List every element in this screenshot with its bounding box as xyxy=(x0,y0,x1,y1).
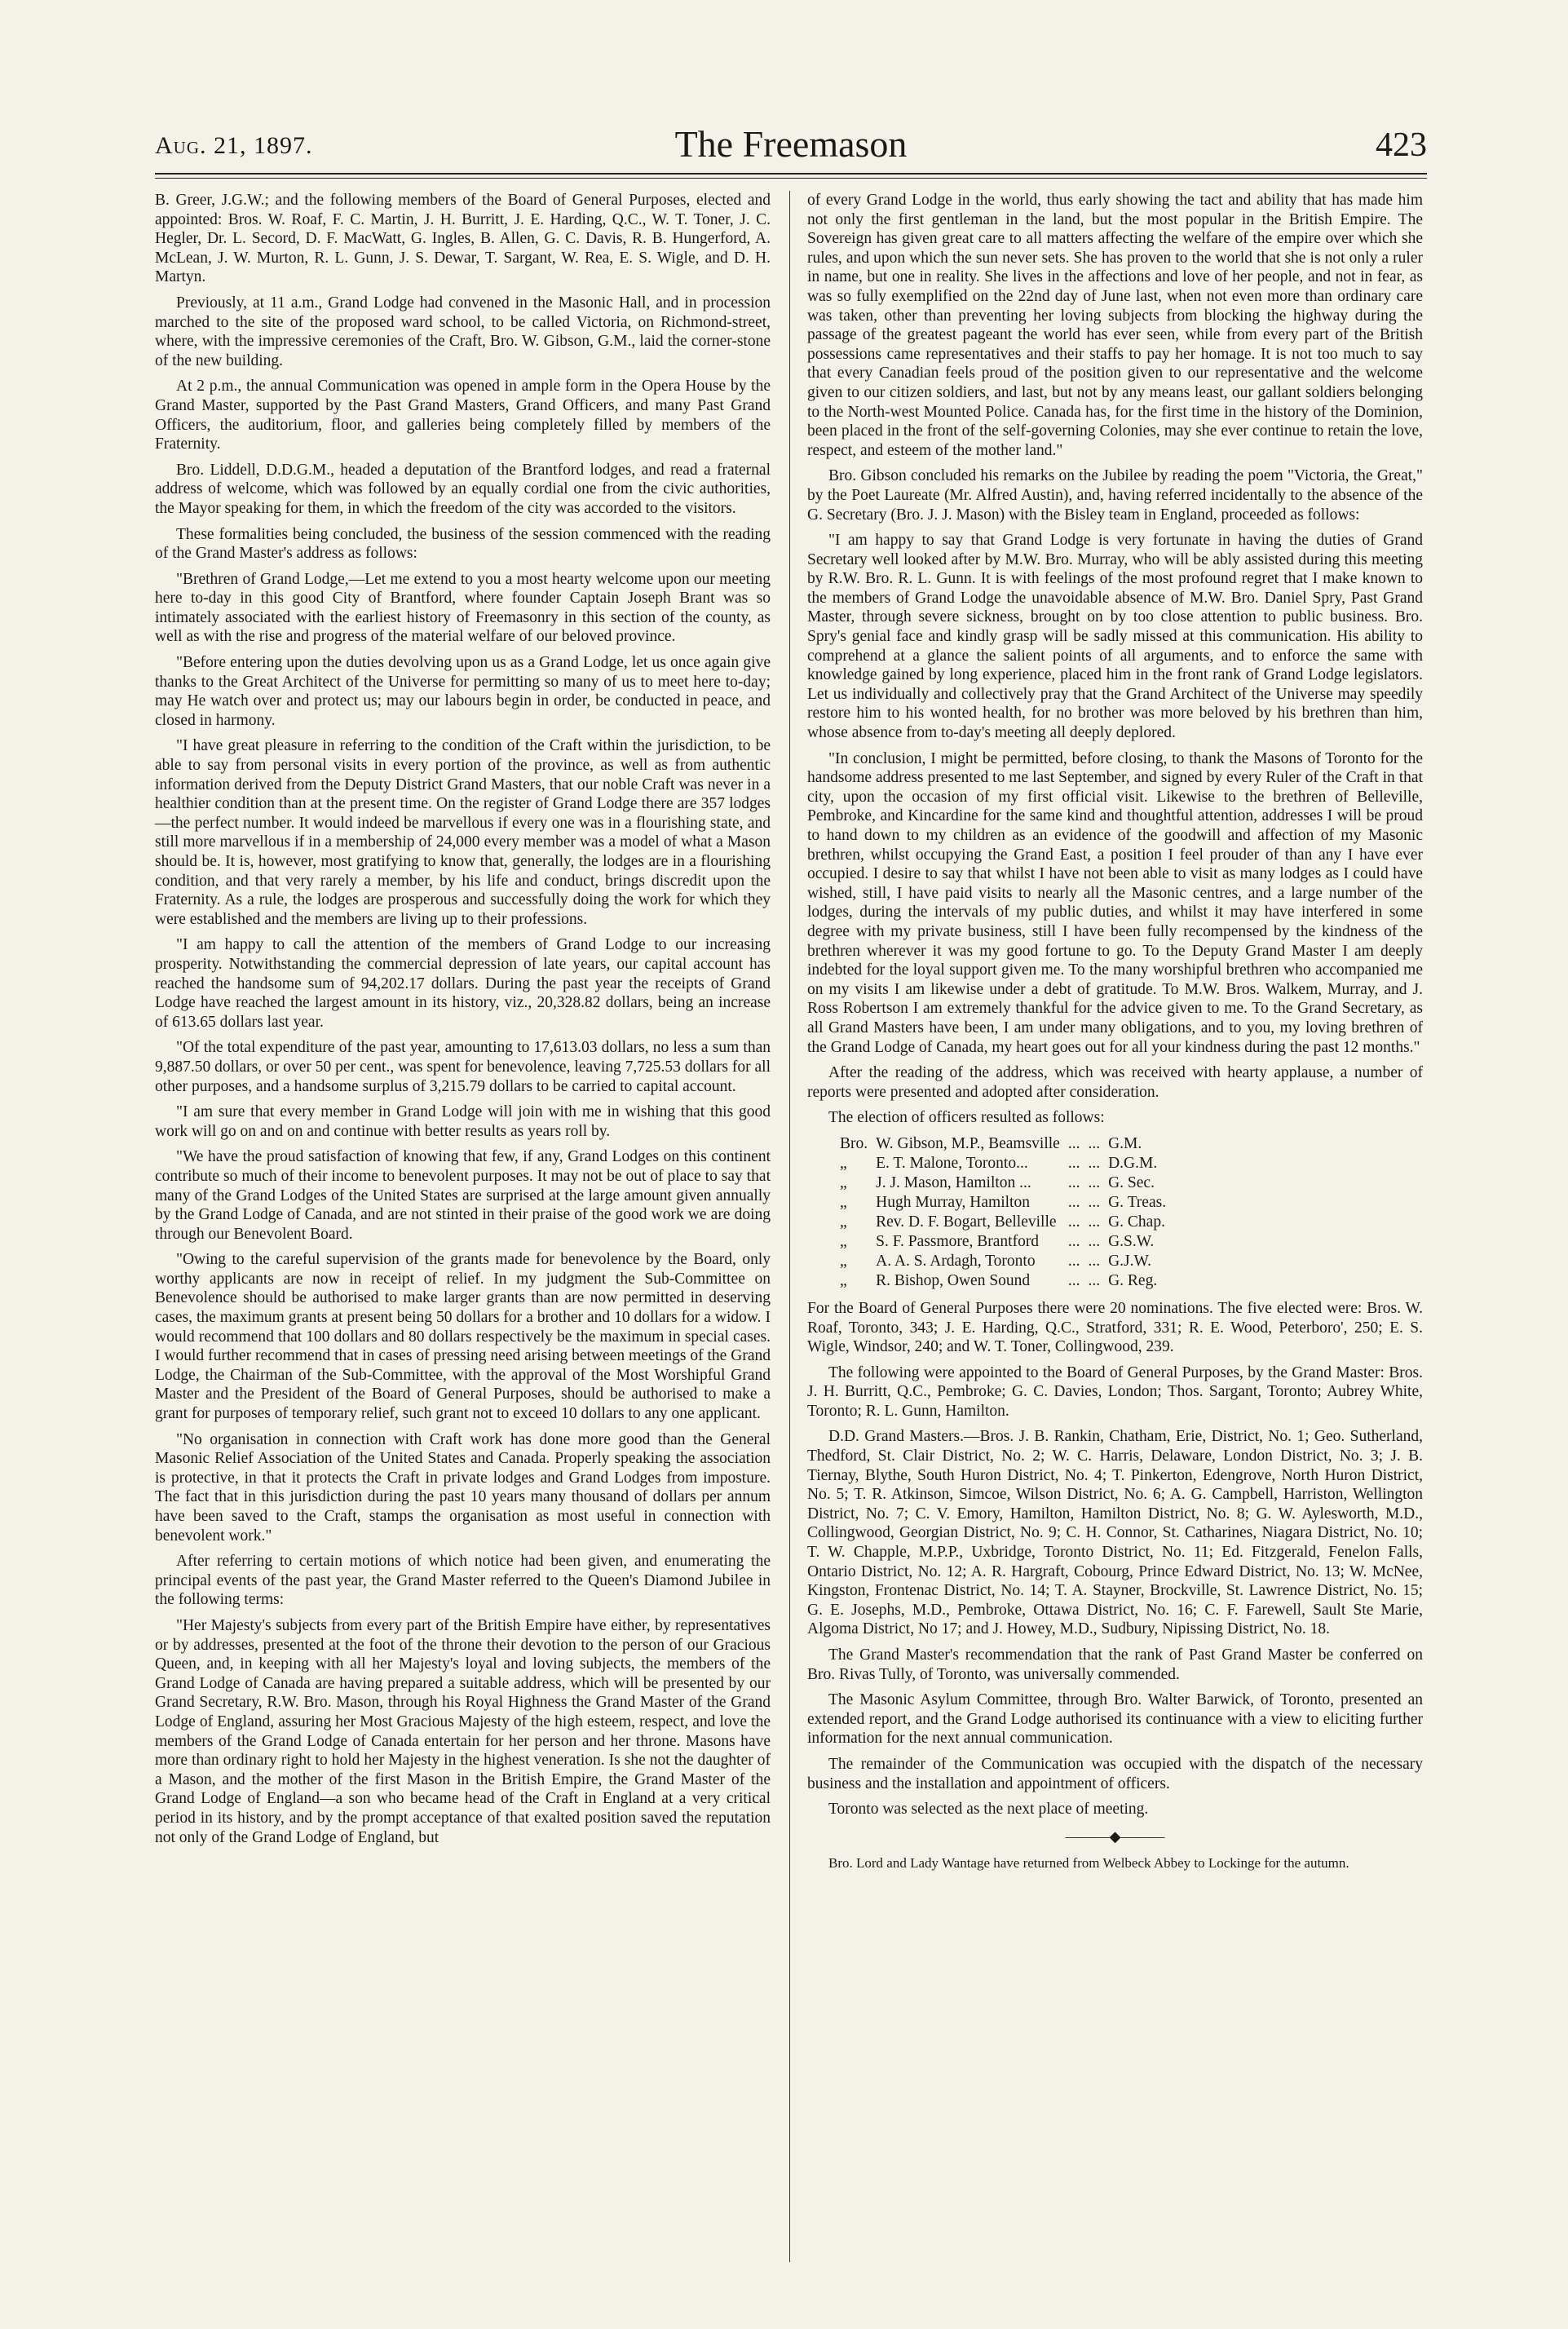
officer-prefix: „ xyxy=(840,1193,847,1211)
officer-dots: ... xyxy=(1088,1173,1101,1191)
officer-row xyxy=(840,1271,1174,1291)
officer-dots: ... xyxy=(1067,1232,1080,1250)
officer-prefix: Bro. xyxy=(840,1134,868,1152)
officer-prefix: „ xyxy=(840,1232,847,1250)
article-columns xyxy=(155,191,1427,2243)
paragraph: The Masonic Asylum Committee, through Bro. Walter Barwick, of Toronto, presented an extended report, and the Grand Lodge authorised its continuance with a view to eliciting further information for the next annual communication. xyxy=(807,1691,1423,1748)
officer-dots: ... xyxy=(1067,1193,1080,1211)
paragraph: These formalities being concluded, the business of the session commenced with the reading of the Grand Master's address as follows: xyxy=(155,525,771,563)
paragraph: "Her Majesty's subjects from every part of the British Empire have either, by representatives or by addresses, presented at the foot of the throne their devotion to the person of our Gracious Queen, and, in keeping with all her Majesty's loyal and loving subjects, the members of the Grand Lodge of Canada are having prepared a suitable address, which will be presented by our Grand Secretary, R.W. Bro. Mason, through his Royal Highness the Grand Master of the Grand Lodge of England, assuring her Most Gracious Majesty of the high esteem, respect, and love the members of the Grand Lodge of Canada entertain for her person and her throne. Masons have more than ordinary right to hold her Majesty in the highest veneration. Is she not the daughter of a Mason, and the mother of the first Mason in the British Empire, the Grand Master of the Grand Lodge of England—a son who became head of the Craft in England at a very critical period in its history, and by the prompt acceptance of that exalted position saved the reputation not only of the Grand Lodge of England, but xyxy=(155,1616,771,1846)
officer-prefix: „ xyxy=(840,1271,847,1289)
paragraph: "Before entering upon the duties devolving upon us as a Grand Lodge, let us once again give thanks to the Great Architect of the Universe for permitting so many of us to meet here to-day; may He watch over and protect us; may our labours begin in order, be conducted in peace, and closed in harmony. xyxy=(155,654,771,729)
officer-dots: ... xyxy=(1088,1154,1101,1172)
paragraph: Previously, at 11 a.m., Grand Lodge had convened in the Masonic Hall, and in procession marched to the site of the proposed ward school, to be called Victoria, on Richmond-street, where, with the impressive ceremonies of the Craft, Bro. W. Gibson, G.M., laid the corner-stone of the new building. xyxy=(155,294,771,369)
officer-name: R. Bishop, Owen Sound xyxy=(876,1271,1031,1289)
paragraph: "Brethren of Grand Lodge,—Let me extend to you a most hearty welcome upon our meeting here to-day in this good City of Brantford, where founder Captain Joseph Brant was so intimately associated with the earliest history of Freemasonry in this section of the county, as well as with the rise and progress of the material welfare of our beloved province. xyxy=(155,570,771,646)
paragraph: "We have the proud satisfaction of knowing that few, if any, Grand Lodges on this continent contribute so much of their income to benevolent purposes. It may not be out of place to say that many of the Grand Lodges of the United States are surprised at the large amount given annually by the Grand Lodge of Canada, and are not stinted in their praise of the good work we are doing through our Benevolent Board. xyxy=(155,1148,771,1243)
officer-dots: ... xyxy=(1088,1271,1101,1289)
paragraph: The Grand Master's recommendation that the rank of Past Grand Master be conferred on Bro. Rivas Tully, of Toronto, was universally commended. xyxy=(807,1646,1423,1683)
officer-name: S. F. Passmore, Brantford xyxy=(876,1232,1040,1250)
left-column xyxy=(155,191,771,1854)
officer-dots: ... xyxy=(1067,1173,1080,1191)
right-column xyxy=(807,191,1423,1878)
officer-office: D.G.M. xyxy=(1108,1154,1158,1172)
officer-office: G. Reg. xyxy=(1108,1271,1158,1289)
section-separator: ———◆——— xyxy=(1065,1827,1165,1845)
officer-name: J. J. Mason, Hamilton ... xyxy=(876,1173,1031,1191)
officer-prefix: „ xyxy=(840,1213,847,1231)
officer-row xyxy=(840,1173,1174,1193)
officer-office: G.J.W. xyxy=(1108,1252,1152,1270)
page-number: 423 xyxy=(1376,126,1427,164)
officer-office: G.S.W. xyxy=(1108,1232,1155,1250)
officer-dots: ... xyxy=(1088,1232,1101,1250)
officer-dots: ... xyxy=(1088,1213,1101,1231)
newspaper-page xyxy=(155,122,1427,2243)
officer-name: E. T. Malone, Toronto... xyxy=(876,1154,1028,1172)
footnote: Bro. Lord and Lady Wantage have returned from Welbeck Abbey to Lockinge for the autumn. xyxy=(828,1855,1349,1872)
officer-name: W. Gibson, M.P., Beamsville xyxy=(876,1134,1060,1152)
officer-office: G.M. xyxy=(1108,1134,1142,1152)
officer-row xyxy=(840,1154,1174,1173)
officer-dots: ... xyxy=(1067,1213,1080,1231)
officer-office: G. Treas. xyxy=(1108,1193,1167,1211)
officer-name: Rev. D. F. Bogart, Belleville xyxy=(876,1213,1057,1231)
paragraph: "I am happy to say that Grand Lodge is very fortunate in having the duties of Grand Secretary well looked after by M.W. Bro. Murray, who will be ably assisted during this meeting by R.W. Bro. R. L. Gunn. It is with feelings of the most profound regret that I make known to the members of Grand Lodge the unavoidable absence of M.W. Bro. Daniel Spry, Past Grand Master, through severe sickness, brought on by too close attention to public business. Bro. Spry's genial face and kindly grasp will be sadly missed at this communication. His ability to comprehend at a glance the salient points of all arguments, and to enforce the same with knowledge gained by long experience, placed him in the front rank of Grand Lodge legislators. Let us individually and collectively pray that the Grand Architect of the Universe may speedily restore him to his wonted health, for no brother was more beloved by his brethren than him, whose absence from to-day's meeting all deeply deplored. xyxy=(807,532,1423,742)
officer-dots: ... xyxy=(1088,1134,1101,1152)
paragraph: The remainder of the Communication was occupied with the dispatch of the necessary business and the installation and appointment of officers. xyxy=(807,1755,1423,1792)
officer-row xyxy=(840,1213,1174,1232)
officer-prefix: „ xyxy=(840,1154,847,1172)
officer-name: Hugh Murray, Hamilton xyxy=(876,1193,1030,1211)
paragraph: The election of officers resulted as follows: xyxy=(828,1109,1105,1127)
paragraph: Bro. Gibson concluded his remarks on the Jubilee by reading the poem "Victoria, the Great," by the Poet Laureate (Mr. Alfred Austin), and, having referred incidentally to the absence of the G. Secretary (Bro. J. J. Mason) with the Bisley team in England, proceeded as follows: xyxy=(807,467,1423,524)
paragraph: Bro. Liddell, D.D.G.M., headed a deputation of the Brantford lodges, and read a fraternal address of welcome, which was followed by an equally cordial one from the civic authorities, the Mayor speaking for them, in which the freedom of the city was accorded to the visitors. xyxy=(155,461,771,517)
officer-prefix: „ xyxy=(840,1173,847,1191)
officer-prefix: „ xyxy=(840,1252,847,1270)
officer-row xyxy=(840,1134,1174,1154)
header-rule xyxy=(155,173,1427,175)
paragraph: Toronto was selected as the next place of meeting. xyxy=(828,1801,1149,1819)
paragraph: After the reading of the address, which was received with hearty applause, a number of reports were presented and adopted after consideration. xyxy=(807,1064,1423,1101)
officer-dots: ... xyxy=(1088,1193,1101,1211)
paragraph: "I am happy to call the attention of the members of Grand Lodge to our increasing prosperity. Notwithstanding the commercial depression of late years, our capital account has reached the handsome sum of 94,202.17 dollars. During the past year the receipts of Grand Lodge have reached the largest amount in its history, viz., 20,328.82 dollars, being an increase of 613.65 dollars last year. xyxy=(155,936,771,1031)
publication-title: The Freemason xyxy=(674,123,908,165)
paragraph: "Of the total expenditure of the past year, amounting to 17,613.03 dollars, no less a sum than 9,887.50 dollars, or over 50 per cent., was spent for benevolence, leaving 7,725.53 dollars for all other purposes, and a handsome surplus of 3,215.79 dollars to be carried to capital account. xyxy=(155,1039,771,1095)
officer-name: A. A. S. Ardagh, Toronto xyxy=(876,1252,1036,1270)
issue-date: Aug. 21, 1897. xyxy=(155,132,313,159)
paragraph: At 2 p.m., the annual Communication was opened in ample form in the Opera House by the Grand Master, supported by the Past Grand Masters, Grand Officers, and many Past Grand Officers, the auditorium, floor, and galleries being completely filled by members of the Fraternity. xyxy=(155,378,771,453)
paragraph: After referring to certain motions of which notice had been given, and enumerating the principal events of the past year, the Grand Master referred to the Queen's Diamond Jubilee in the following terms: xyxy=(155,1553,771,1609)
paragraph: "Owing to the careful supervision of the grants made for benevolence by the Board, only worthy applicants are now in receipt of relief. In my judgment the Sub-Committee on Benevolence should be authorised to make larger grants than are now permitted in deserving cases, the maximum grants at present being 50 dollars for a brother and 10 dollars for a widow. I would recommend that 100 dollars and 80 dollars respectively be the maximum in special cases. I would further recommend that in cases of pressing need arising between meetings of the Grand Lodge, the Chairman of the Sub-Committee, with the approval of the Most Worshipful Grand Master and the President of the Board of General Purposes, should be authorised to make a grant for purposes of temporary relief, such grant not to exceed 10 dollars to any one applicant. xyxy=(155,1251,771,1423)
masthead xyxy=(155,122,1427,171)
officers-table xyxy=(840,1134,1174,1291)
officer-row xyxy=(840,1193,1174,1213)
paragraph: "I am sure that every member in Grand Lodge will join with me in wishing that this good work will go on and on and continue with better results as years roll by. xyxy=(155,1103,771,1140)
paragraph: "No organisation in connection with Craft work has done more good than the General Masonic Relief Association of the United States and Canada. Properly speaking the association is protective, in that it protects the Craft in private lodges and Grand Lodges from imposture. The fact that in this jurisdiction during the past 10 years many thousand of dollars per annum have been saved to the Craft, stamps the organisation as most useful in connection with benevolent work." xyxy=(155,1430,771,1545)
paragraph: For the Board of General Purposes there were 20 nominations. The five elected were: Bros. W. Roaf, Toronto, 343; J. E. Harding, Q.C., Stratford, 331; R. E. Wood, Peterboro', 250; E. S. Wigle, Windsor, 240; and W. T. Toner, Collingwood, 239. xyxy=(807,1299,1423,1356)
paragraph: B. Greer, J.G.W.; and the following members of the Board of General Purposes, elected and appointed: Bros. W. Roaf, F. C. Martin, J. H. Burritt, J. E. Harding, Q.C., W. T. Toner, J. C. Hegler, Dr. L. Secord, D. F. MacWatt, G. Ingles, B. Allen, G. C. Davis, R. B. Hungerford, A. McLean, J. W. Murton, R. L. Gunn, J. S. Dewar, T. Sargant, W. Rea, E. S. Wigle, and D. H. Martyn. xyxy=(155,192,771,286)
officer-dots: ... xyxy=(1088,1252,1101,1270)
officer-dots: ... xyxy=(1067,1154,1080,1172)
officer-dots: ... xyxy=(1067,1252,1080,1270)
paragraph: "I have great pleasure in referring to the condition of the Craft within the jurisdiction, to be able to say from personal visits in every portion of the province, as well as from authentic information derived from the Deputy District Grand Masters, that our noble Craft was never in a healthier condition than at the present time. On the register of Grand Lodge there are 357 lodges—the perfect number. It would indeed be marvellous if every one was in a flourishing state, and still more marvellous if in a membership of 24,000 every member was a model of what a Mason should be. It is, however, most gratifying to know that, generally, the lodges are in a flourishing condition, and that very rarely a member, by his life and conduct, brings discredit upon the Fraternity. As a rule, the lodges are prosperous and successfully doing the work for which they were established and the members are living up to their professions. xyxy=(155,737,771,928)
officer-office: G. Chap. xyxy=(1108,1213,1165,1231)
officer-office: G. Sec. xyxy=(1108,1173,1155,1191)
paragraph: The following were appointed to the Board of General Purposes, by the Grand Master: Bros. J. H. Burritt, Q.C., Pembroke; G. C. Davies, London; Thos. Sargant, Toronto; Aubrey White, Toronto; R. L. Gunn, Hamilton. xyxy=(807,1363,1423,1420)
officer-dots: ... xyxy=(1067,1134,1080,1152)
paragraph: D.D. Grand Masters.—Bros. J. B. Rankin, Chatham, Erie, District, No. 1; Geo. Sutherland, Thedford, St. Clair District, No. 2; W. C. Harris, Delaware, London District, No. 3; J. B. Tiernay, Blythe, South Huron District, No. 4; T. Pinkerton, Edengrove, North Huron District, No. 5; T. R. Atkinson, Simcoe, Wilson District, No. 6; A. G. Campbell, Harriston, Wellington District, No. 7; C. V. Emory, Hamilton, Hamilton District, No. 8; G. W. Aylesworth, M.D., Collingwood, Georgian District, No. 9; C. H. Connor, St. Catharines, Niagara District, No. 10; T. W. Chapple, M.P.P., Uxbridge, Toronto District, No. 11; Ed. Fitzgerald, Fenelon Falls, Ontario District, No. 12; A. R. Hargraft, Cobourg, Prince Edward District, No. 13; W. McNee, Kingston, Frontenac District, No. 14; T. A. Stayner, Brockville, St. Lawrence District, No. 15; G. E. Josephs, M.D., Pembroke, Ottawa District, No. 16; C. F. Farewell, Sault Ste Marie, Algoma District, No 17; and J. Howey, M.D., Sudbury, Nipissing District, No. 18. xyxy=(807,1428,1423,1638)
officer-dots: ... xyxy=(1067,1271,1080,1289)
officer-row xyxy=(840,1252,1174,1271)
officer-row xyxy=(840,1232,1174,1252)
paragraph: of every Grand Lodge in the world, thus early showing the tact and ability that has made him not only the first gentleman in the land, but the most popular in the British Empire. The Sovereign has given great care to all matters affecting the welfare of the empire over which she rules, and upon which the sun never sets. She has proven to the world that she is not only a ruler in name, but one in reality. She lives in the affections and love of her people, and not in fear, as was so fully exemplified on the 22nd day of June last, when not even more than ordinary care was taken, other than preventing her loving subjects from blocking the highway during the passage of the greatest pageant the world has ever seen, while from every part of the British possessions came representatives and their staffs to pay her homage. It is not too much to say that every Canadian feels proud of the position given to our representative and the welcome given to our citizen soldiers, and last, but not by any means least, our gallant soldiers belonging to the North-west Mounted Police. Canada has, for the first time in the history of the Dominion, been placed in the front of the self-governing Colonies, may she ever continue to retain the love, respect, and esteem of the mother land." xyxy=(807,192,1423,459)
paragraph: "In conclusion, I might be permitted, before closing, to thank the Masons of Toronto for the handsome address presented to me last September, and signed by every Ruler of the Craft in that city, upon the occasion of my first official visit. Likewise to the brethren of Belleville, Pembroke, and Kincardine for the same kind and thoughtful attention, addresses I will be proud to hand down to my children as an evidence of the goodwill and affection of my Masonic brethren, whilst occupying the Grand East, a position I feel prouder of than any I have ever occupied. I desire to say that whilst I have not been able to visit as many lodges as I could have wished, still, I have paid visits to nearly all the Masonic centres, and a large number of the lodges, during the intervals of my public duties, and whilst it may have interfered in some degree with my private business, still I have been fully recompensed by the kindness of the brethren wherever it was my good fortune to go. To the Deputy Grand Master I am deeply indebted for the loyal support given me. To the many worshipful brethren who accompanied me on my visits I am likewise under a debt of gratitude. To M.W. Bros. Walkem, Murray, and J. Ross Robertson I am extremely thankful for the advice given to me. To the Grand Secretary, as all Grand Masters have been, I am under many obligations, and to you, my loving brethren of the Grand Lodge of Canada, my heart goes out for all your kindness during the past 12 months." xyxy=(807,749,1423,1056)
header-rule-thin xyxy=(155,178,1427,179)
